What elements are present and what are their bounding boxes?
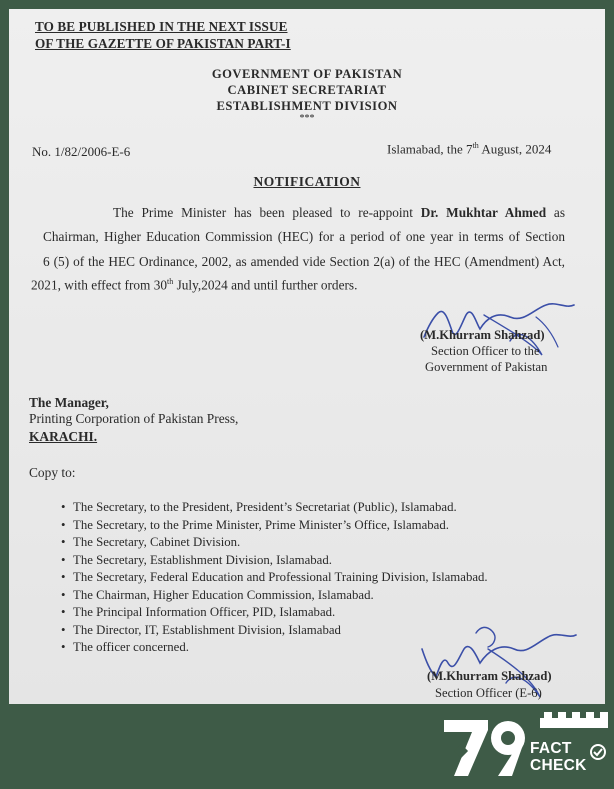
- list-item: • The officer concerned.: [61, 639, 488, 657]
- signature-2-name: (M.Khurram Shahzad): [427, 669, 552, 683]
- header-division: ESTABLISHMENT DIVISION: [216, 99, 398, 113]
- header-stars: ***: [299, 113, 315, 124]
- signature-1-name: (M.Khurram Shahzad): [420, 328, 545, 342]
- issue-date: Islamabad, the 7th August, 2024: [387, 141, 552, 157]
- notification-title: NOTIFICATION: [253, 174, 361, 189]
- body-line-4: 2021, with effect from 30th July,2024 and until further orders.: [31, 277, 358, 293]
- body-line-1: The Prime Minister has been pleased to re-appoint Dr. Mukhtar Ahmed as: [113, 205, 565, 220]
- reference-number: No. 1/82/2006-E-6: [32, 144, 131, 159]
- list-item: • The Secretary, Establishment Division, Islamabad.: [61, 552, 488, 570]
- header-government: GOVERNMENT OF PAKISTAN: [211, 67, 403, 81]
- list-item: • The Principal Information Officer, PID, Islamabad.: [61, 604, 488, 622]
- notification-document: [9, 9, 605, 704]
- gazette-line-1: TO BE PUBLISHED IN THE NEXT ISSUE: [35, 19, 288, 34]
- list-item: • The Secretary, to the President, President’s Secretariat (Public), Islamabad.: [61, 499, 488, 517]
- check-label: CHECK: [530, 757, 587, 774]
- fact-check-logo: [442, 712, 610, 782]
- body-line-3: 6 (5) of the HEC Ordinance, 2002, as amended vide Section 2(a) of the HEC (Amendment) Act,: [43, 254, 565, 269]
- list-item: • The Director, IT, Establishment Division, Islamabad: [61, 622, 488, 640]
- addressee-organization: Printing Corporation of Pakistan Press,: [29, 411, 239, 426]
- header-cabinet: CABINET SECRETARIAT: [227, 83, 387, 97]
- copy-to-list: [61, 499, 488, 657]
- signature-2-designation: Section Officer (E-6): [435, 686, 542, 700]
- list-item: • The Chairman, Higher Education Commission, Islamabad.: [61, 587, 488, 605]
- gazette-line-2: OF THE GAZETTE OF PAKISTAN PART-I: [35, 36, 291, 51]
- addressee-title: The Manager,: [29, 395, 109, 410]
- list-item: • The Secretary, to the Prime Minister, Prime Minister’s Office, Islamabad.: [61, 517, 488, 535]
- appointee-name: Dr. Mukhtar Ahmed: [420, 205, 547, 220]
- list-item: • The Secretary, Federal Education and Professional Training Division, Islamabad.: [61, 569, 488, 587]
- body-line-2: Chairman, Higher Education Commission (HEC) for a period of one year in terms of Section: [43, 229, 565, 244]
- list-item: • The Secretary, Cabinet Division.: [61, 534, 488, 552]
- addressee-city: KARACHI.: [29, 429, 98, 444]
- copy-to-label: Copy to:: [29, 465, 76, 480]
- signature-1-office: Government of Pakistan: [425, 360, 548, 374]
- signature-1-designation: Section Officer to the: [431, 344, 540, 358]
- fact-label: FACT: [530, 740, 572, 757]
